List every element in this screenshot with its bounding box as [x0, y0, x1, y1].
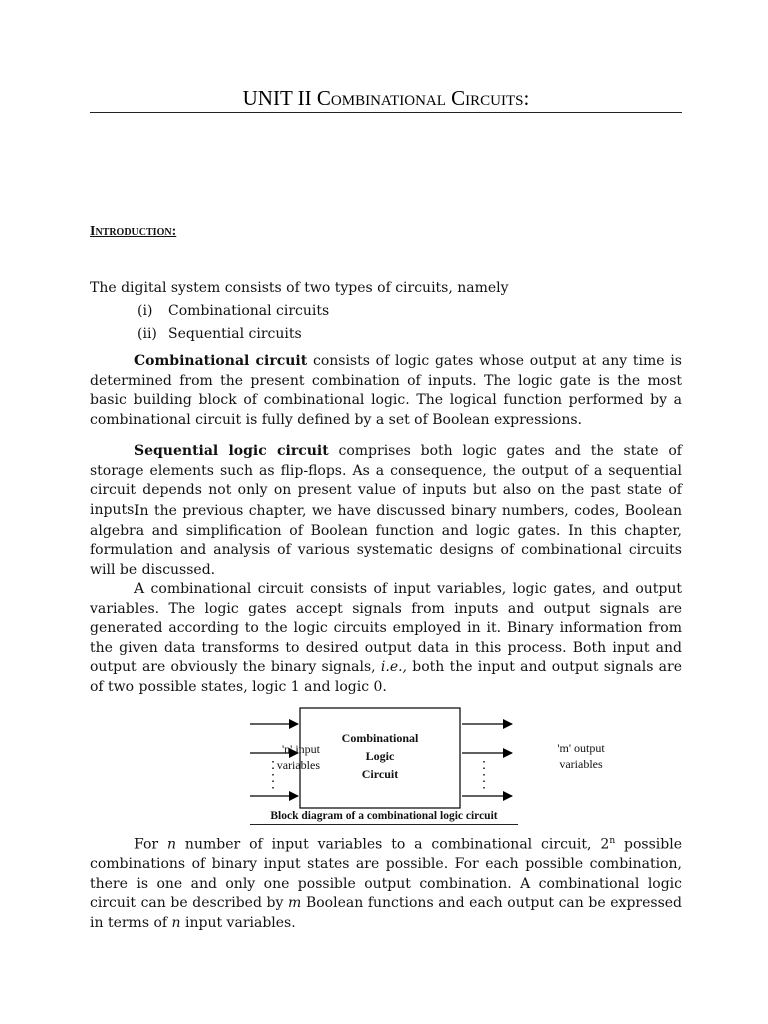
section-heading: Introduction: [90, 224, 177, 239]
paragraph-text: both the input and output signals are of two possible states, logic 1 and logic 0. [90, 659, 682, 695]
list-item-text: Sequential circuits [168, 326, 302, 342]
block-diagram [240, 704, 682, 830]
var-m: m [288, 895, 302, 912]
paragraph-combinational [90, 352, 682, 430]
exponent-n: n [609, 836, 616, 846]
term-combinational: Combinational circuit [134, 353, 308, 369]
var-n: n [171, 915, 181, 932]
list-item-text: Combinational circuits [168, 303, 330, 319]
paragraph-text: input variables. [180, 915, 296, 932]
input-label-line: 'n' input [282, 742, 320, 756]
box-label-line: Circuit [361, 767, 399, 781]
paragraph-text: Boolean functions and each output can be expressed in terms of [90, 895, 683, 932]
paragraph-text: possible combinations of binary input states are possible. For each possible combination, there is one and only one possible output combination. A combinational logic circuit can be described by [90, 836, 682, 912]
box-label-line: Logic [365, 749, 395, 763]
paragraph-circuit-description [90, 580, 682, 698]
title-rule [90, 112, 682, 113]
output-label-line: 'm' output [557, 741, 605, 755]
title-text: II Combinational Circuits: [297, 86, 530, 110]
paragraph-input-combinations [90, 832, 682, 934]
list-item [137, 323, 329, 346]
diagram-caption: Block diagram of a combinational logic circuit [250, 810, 518, 825]
page-title [90, 86, 682, 111]
output-label-line: variables [559, 757, 603, 771]
output-variables-label [526, 740, 636, 772]
document-page [90, 0, 682, 1024]
paragraph-text: number of input variables to a combinational circuit, 2 [176, 836, 610, 853]
box-label-line: Combinational [341, 731, 419, 745]
paragraph-text: consists of logic gates whose output at any time is determined from the present combination of inputs. The logic gate is the most basic building block of combinational logic. The logical function performed by a combinational circuit is fully defined by a set of Boolean expressions. [90, 353, 682, 428]
list-item-number: (ii) [137, 326, 157, 342]
title-unit: UNIT [242, 86, 293, 110]
paragraph-previous-chapter: In the previous chapter, we have discussed binary numbers, codes, Boolean algebra and simplification of Boolean function and logic gates. In this chapter, formulation and analysis of various systematic designs of combinational circuits will be discussed. [90, 503, 682, 578]
list-item [137, 300, 329, 323]
circuit-types-list [137, 300, 329, 346]
ie-abbrev: i.e., [380, 659, 408, 676]
list-item-number: (i) [137, 303, 153, 319]
var-n: n [166, 836, 177, 853]
logic-box-label [300, 729, 460, 783]
paragraph-text: comprises both logic gates and the state of storage elements such as flip-flops. As a consequence, the output of a sequential circuit depends not only on present value of inputs but also on the past state of inputs. [90, 443, 682, 518]
term-sequential: Sequential logic circuit [134, 443, 329, 459]
input-label-line: variables [276, 758, 320, 772]
input-variables-label [220, 741, 320, 773]
intro-line: The digital system consists of two types of circuits, namely [90, 280, 509, 296]
paragraph-text: A combinational circuit consists of input variables, logic gates, and output variables. The logic gates accept signals from inputs and output signals are generated according to the logic circuits employed in it. Binary information from the given data transforms to desired output data in this process. Both input and output are obviously the binary signals, [90, 581, 682, 676]
paragraph-text: For [134, 836, 167, 853]
